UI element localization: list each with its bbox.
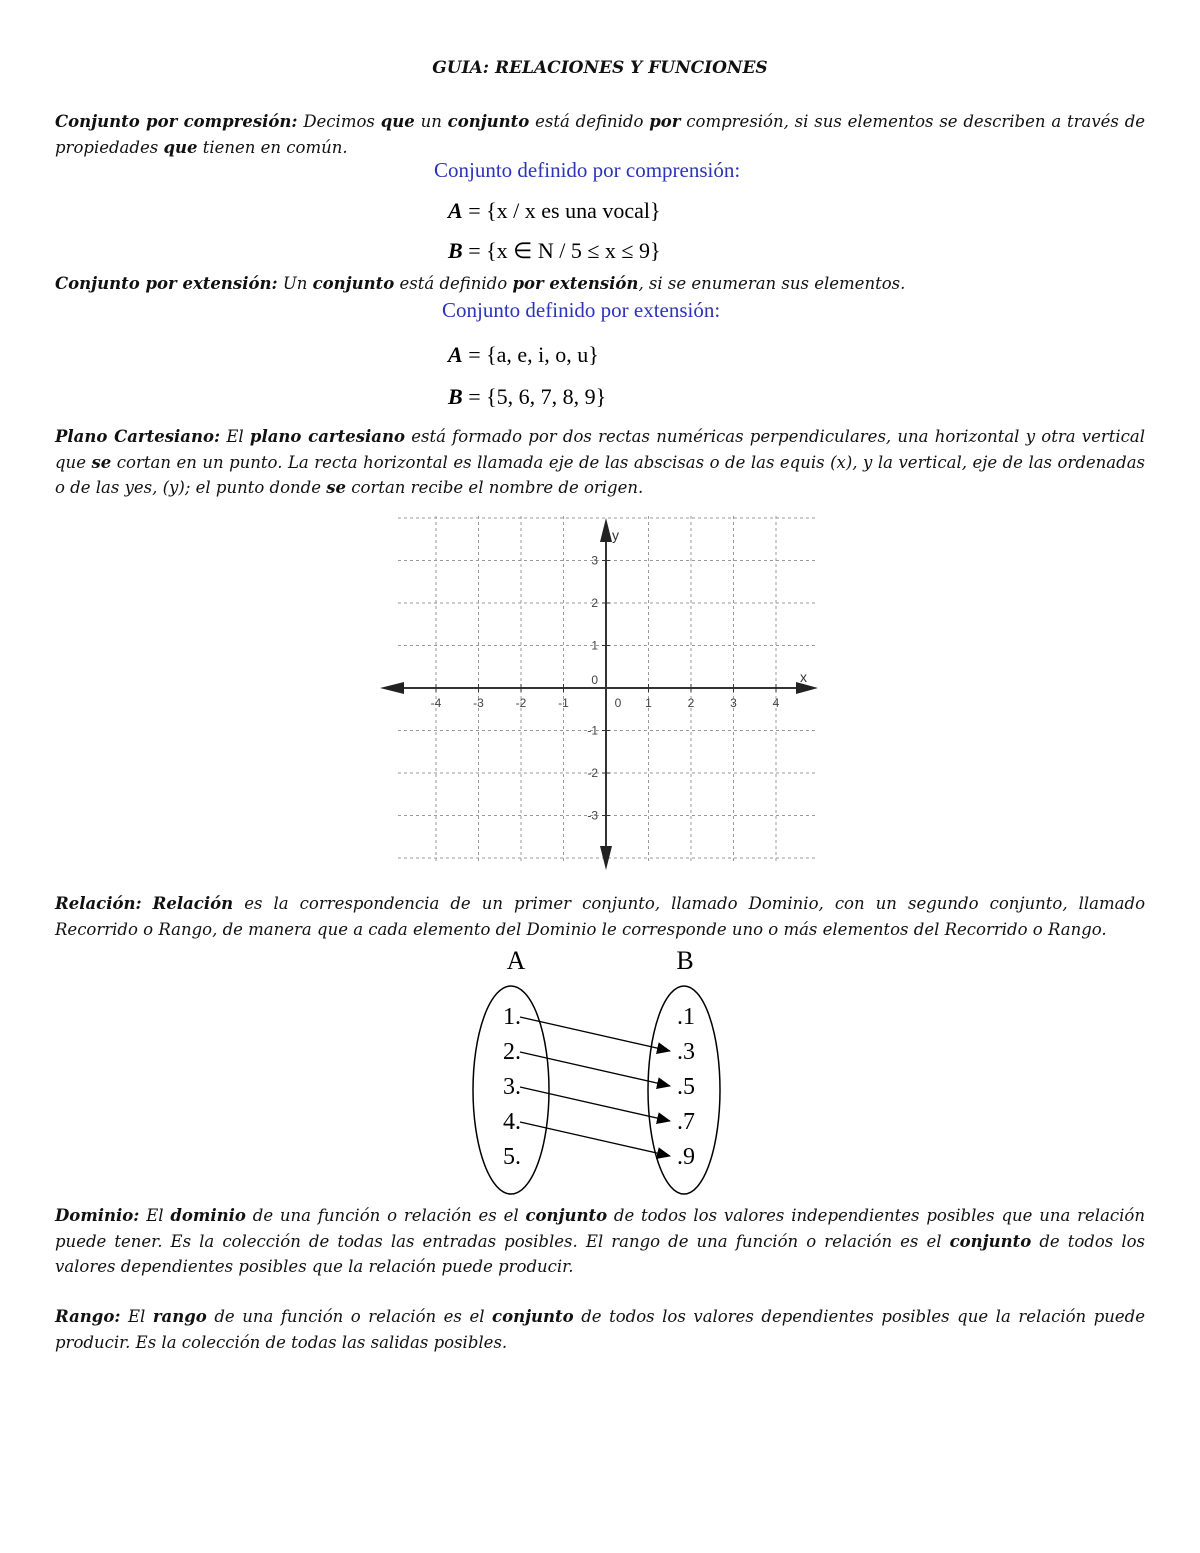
text-run: tienen en común. <box>202 137 348 157</box>
text-run: de todos los valores dependientes posibles que la relación puede producir. Es la colección de todas las salidas posibles. <box>55 1307 1145 1352</box>
compresion-term: Conjunto por compresión: <box>55 112 298 131</box>
set-name: A <box>448 342 463 367</box>
plano-paragraph <box>55 424 1145 501</box>
x-axis-label: x <box>800 669 807 685</box>
text-run: , si se enumeran sus elementos. <box>638 274 906 293</box>
text-run-bold: que <box>380 112 415 131</box>
y-tick-label: -3 <box>587 808 598 823</box>
text-run: de todos los valores dependientes posibles que la relación puede producir. <box>55 1231 1145 1276</box>
text-run-bold: rango <box>152 1307 207 1326</box>
text-run: compresión, si sus elementos se describen a través de propiedades <box>55 112 1146 157</box>
set-b-element: .5 <box>677 1074 695 1100</box>
x-tick-label: -4 <box>430 696 442 710</box>
compresion-paragraph <box>55 109 1145 160</box>
set-name: B <box>448 238 463 263</box>
rango-paragraph <box>55 1304 1145 1355</box>
x-tick-label: -1 <box>558 696 569 710</box>
extension-set-a <box>448 342 599 368</box>
text-run-bold: conjunto <box>949 1231 1032 1251</box>
set-b-element: .1 <box>677 1004 695 1030</box>
dominio-term: Dominio: <box>55 1206 140 1225</box>
comprension-figure <box>430 158 770 268</box>
text-run: El <box>226 427 244 446</box>
set-a-element: 3. <box>503 1074 521 1100</box>
set-b-label: B <box>676 946 694 975</box>
x-tick-label: 1 <box>645 696 652 710</box>
text-run-bold: Relación <box>152 894 234 913</box>
text-run: El <box>146 1206 164 1225</box>
y-tick-label: 0 <box>591 673 598 687</box>
x-tick-label: 4 <box>772 696 780 710</box>
relacion-paragraph <box>55 891 1145 942</box>
set-definition: = {a, e, i, o, u} <box>468 342 599 367</box>
y-axis-top-arrow <box>600 518 612 542</box>
text-run: está formado por dos rectas numéricas perpendiculares, una horizontal y otra vertical que <box>55 427 1146 472</box>
text-run-bold: por <box>649 112 681 131</box>
text-run-bold: conjunto <box>447 112 530 131</box>
text-run: de todos los valores independientes posibles que una relación puede tener. Es la colección de todas las entradas posibles. El rango de una función o relación es el <box>55 1206 1145 1251</box>
cartesian-plane <box>370 512 830 872</box>
text-run-bold: por extensión <box>512 274 639 293</box>
x-tick-label: -3 <box>473 696 484 710</box>
extension-heading: Conjunto definido por extensión: <box>442 298 721 322</box>
page-title: GUIA: RELACIONES Y FUNCIONES <box>432 58 768 78</box>
set-name: A <box>448 198 463 223</box>
text-run: está definido <box>399 274 508 293</box>
set-definition: = {x ∈ N / 5 ≤ x ≤ 9} <box>468 238 661 263</box>
y-tick-label: 2 <box>591 596 598 610</box>
y-tick-label: -1 <box>587 723 598 738</box>
dominio-paragraph <box>55 1203 1145 1280</box>
y-axis-label: y <box>612 527 619 543</box>
text-run: Decimos <box>303 112 375 131</box>
x-axis-left-arrow <box>380 682 404 694</box>
text-run-bold: que <box>163 137 198 157</box>
x-tick-label: -2 <box>515 696 527 710</box>
set-a-label: A <box>506 946 526 975</box>
comprension-set-a <box>448 198 661 224</box>
y-tick-label: 3 <box>591 553 598 568</box>
text-run: un <box>420 112 442 131</box>
extension-figure <box>440 298 770 420</box>
comprension-heading: Conjunto definido por comprensión: <box>434 158 741 182</box>
x-tick-label: 2 <box>687 696 695 710</box>
text-run-bold: dominio <box>170 1206 246 1225</box>
text-run-bold: conjunto <box>492 1307 574 1326</box>
x-tick-label: 0 <box>614 696 622 710</box>
y-tick-label: 1 <box>591 638 598 653</box>
text-run: está definido <box>535 112 644 131</box>
text-run-bold: se <box>91 452 112 472</box>
y-tick-label: -2 <box>587 766 598 780</box>
text-run: de una función o relación es el <box>252 1206 519 1225</box>
set-a-element: 4. <box>503 1109 521 1135</box>
set-b-element: .7 <box>677 1109 695 1135</box>
set-definition: = {5, 6, 7, 8, 9} <box>468 384 607 409</box>
extension-term: Conjunto por extensión: <box>55 274 278 293</box>
relacion-term: Relación: <box>55 894 142 913</box>
text-run: de una función o relación es el <box>214 1307 485 1326</box>
relation-diagram <box>460 942 750 1200</box>
set-a-element: 5. <box>503 1144 521 1170</box>
comprension-set-b <box>448 238 661 264</box>
x-tick-label: 3 <box>730 696 737 710</box>
plano-term: Plano Cartesiano: <box>55 427 221 446</box>
text-run-bold: se <box>326 478 347 497</box>
text-run: El <box>127 1307 146 1326</box>
set-a-element: 1. <box>503 1004 521 1030</box>
set-b-element: .9 <box>677 1144 695 1170</box>
set-b-element: .3 <box>677 1039 695 1065</box>
set-a-element: 2. <box>503 1039 521 1065</box>
text-run: es la correspondencia de un primer conjunto, llamado Dominio, con un segundo conjunto, llamado Recorrido o Rango, de manera que a cada elemento del Dominio le corresponde uno o más elementos del Recorrido o Rango. <box>55 894 1145 939</box>
rango-term: Rango: <box>55 1307 121 1326</box>
mapping-arrow <box>520 1052 670 1086</box>
set-definition: = {x / x es una vocal} <box>468 198 661 223</box>
text-run: cortan en un punto. La recta horizontal es llamada eje de las abscisas o de las equis (x), y la vertical, eje de las ordenadas o de las yes, (y); el punto donde <box>55 452 1146 497</box>
extension-set-b <box>448 384 606 410</box>
text-run-bold: plano cartesiano <box>249 427 405 446</box>
extension-paragraph <box>55 271 1145 297</box>
text-run: Un <box>282 274 308 293</box>
text-run-bold: conjunto <box>312 274 395 293</box>
set-name: B <box>448 384 463 409</box>
text-run: cortan recibe el nombre de origen. <box>351 478 644 497</box>
text-run-bold: conjunto <box>525 1206 608 1225</box>
